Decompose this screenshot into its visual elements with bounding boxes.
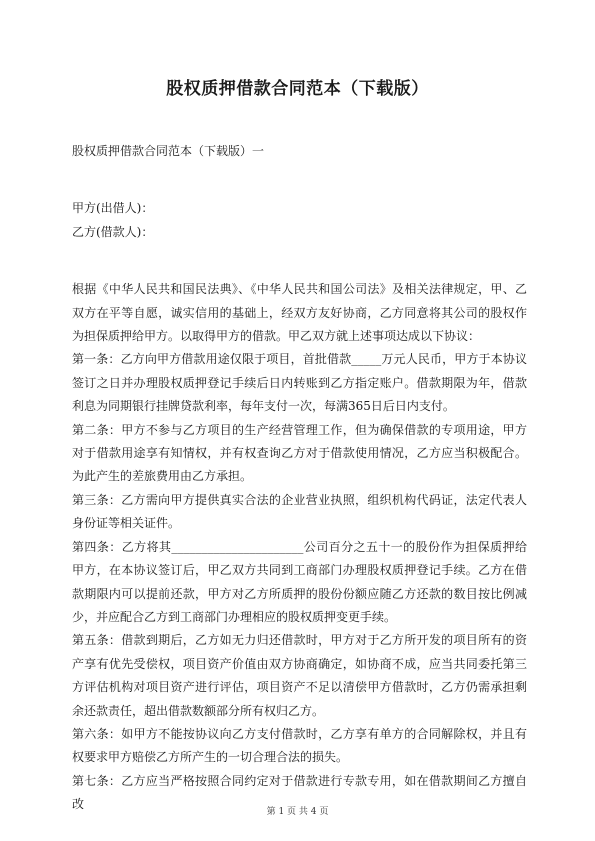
- page-number-footer: 第 1 页 共 4 页: [266, 807, 329, 817]
- paragraph-article-4: 第四条：乙方将其______________________公司百分之五十一的股份作为担保质押给甲方，在本协议签订后，甲乙双方共同到工商部门办理股权质押登记手续。乙方在借款期限内可以提前还款，甲方对乙方所质押的股份份额应随乙方还款的数目按比例减少，并应配合乙方到工商部门办理相应的股权质押变更手续。: [72, 539, 527, 624]
- document-title: 股权质押借款合同范本（下载版）: [166, 79, 429, 99]
- paragraph-article-7: 第七条：乙方应当严格按照合同约定对于借款进行专款专用，如在借款期间乙方擅自改: [72, 773, 527, 812]
- paragraph-article-6: 第六条：如甲方不能按协议向乙方支付借款时，乙方享有单方的合同解除权，并且有权要求甲方赔偿乙方所产生的一切合理合法的损失。: [72, 726, 527, 765]
- paragraph-article-5: 第五条：借款到期后，乙方如无力归还借款时，甲方对于乙方所开发的项目所有的资产享有优先受偿权，项目资产价值由双方协商确定，如协商不成，应当共同委托第三方评估机构对项目资产进行评估，项目资产不足以清偿甲方借款时，乙方仍需承担剩余还款责任，超出借款数额部分所有权归乙方。: [72, 633, 527, 718]
- paragraph-preamble: 根据《中华人民共和国民法典》、《中华人民共和国公司法》及相关法律规定，甲、乙双方在平等自愿，诚实信用的基础上，经双方友好协商，乙方同意将其公司的股权作为担保质押给甲方。以取得甲方的借款。甲乙双方就上述事项达成以下协议：: [72, 282, 527, 344]
- paragraph-article-3: 第三条：乙方需向甲方提供真实合法的企业营业执照，组织机构代码证，法定代表人身份证等相关证件。: [72, 492, 527, 531]
- paragraph-article-1: 第一条：乙方向甲方借款用途仅限于项目，首批借款_____万元人民币，甲方于本协议签订之日并办理股权质押登记手续后日内转账到乙方指定账户。借款期限为年，借款利息为同期银行挂牌贷款利率，每年支付一次，每满365日后日内支付。: [72, 352, 527, 414]
- spacer: [72, 163, 527, 197]
- spacer: [72, 244, 527, 278]
- subtitle-line: 股权质押借款合同范本（下载版）一: [72, 144, 265, 158]
- paragraph-article-2: 第二条：甲方不参与乙方项目的生产经营管理工作，但为确保借款的专项用途，甲方对于借款用途享有知情权，并有权查询乙方对于借款使用情况，乙方应当积极配合。为此产生的差旅费用由乙方承担。: [72, 422, 527, 484]
- party-b-line: 乙方(借款人)：: [72, 224, 154, 239]
- party-a-line: 甲方(出借人)：: [72, 201, 154, 216]
- document-body: [72, 140, 527, 817]
